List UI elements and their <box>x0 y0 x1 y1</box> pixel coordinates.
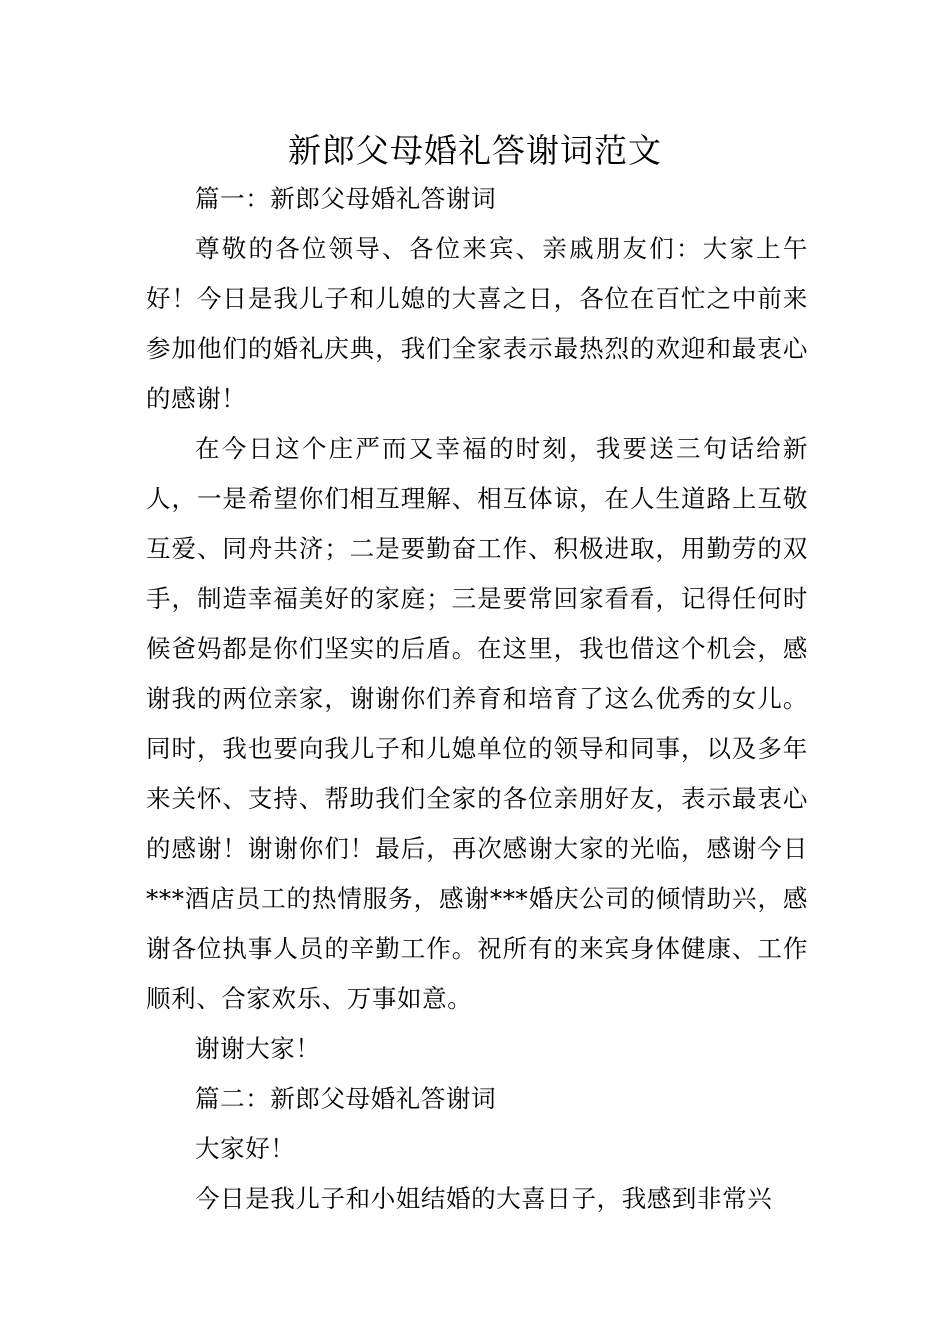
section1-paragraph2: 在今日这个庄严而又幸福的时刻，我要送三句话给新人，一是希望你们相互理解、相互体谅，在人生道路上互敬互爱、同舟共济；二是要勤奋工作、积极进取，用勤劳的双手，制造幸福美好的家庭；三是要常回家看看，记得任何时候爸妈都是你们坚实的后盾。在这里，我也借这个机会，感谢我的两位亲家，谢谢你们养育和培育了这么优秀的女儿。同时，我也要向我儿子和儿媳单位的领导和同事，以及多年来关怀、支持、帮助我们全家的各位亲朋好友，表示最衷心的感谢！谢谢你们！最后，再次感谢大家的光临，感谢今日***酒店员工的热情服务，感谢***婚庆公司的倾情助兴，感谢各位执事人员的辛勤工作。祝所有的来宾身体健康、工作顺利、合家欢乐、万事如意。 <box>146 434 808 1013</box>
document-title: 新郎父母婚礼答谢词范文 <box>288 131 662 170</box>
section1-paragraph1: 尊敬的各位领导、各位来宾、亲戚朋友们：大家上午好！今日是我儿子和儿媳的大喜之日，各位在百忙之中前来参加他们的婚礼庆典，我们全家表示最热烈的欢迎和最衷心的感谢！ <box>146 234 808 413</box>
section1-closing: 谢谢大家！ <box>195 1034 321 1063</box>
section2-paragraph1: 今日是我儿子和小姐结婚的大喜日子，我感到非常兴 <box>195 1184 773 1213</box>
section2-heading: 篇二：新郎父母婚礼答谢词 <box>195 1084 497 1113</box>
section2-greeting: 大家好！ <box>195 1134 296 1163</box>
section1-heading: 篇一：新郎父母婚礼答谢词 <box>195 184 497 213</box>
